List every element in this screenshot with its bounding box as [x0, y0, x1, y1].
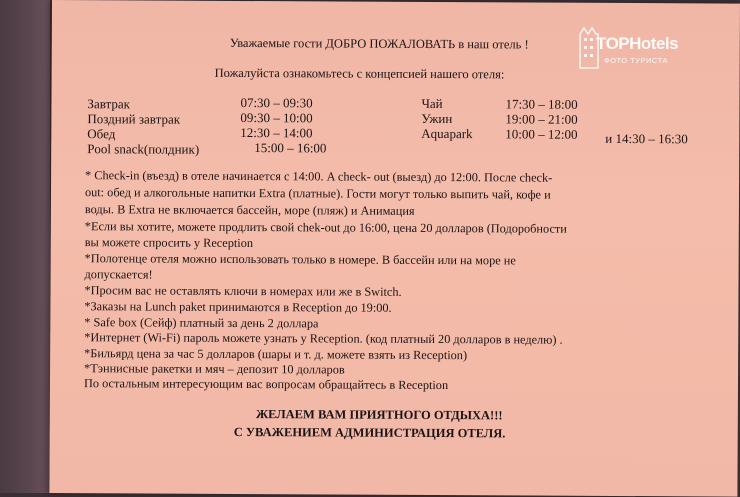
rule-line: *Полотенце отеля можно использовать только в номере. В бассейн или на море не: [84, 251, 516, 268]
schedule-time: 09:30 – 10:00: [240, 109, 313, 126]
schedule-name: Pool snack(полдник): [87, 141, 200, 157]
rule-line: *Если вы хотите, можете продлить свой chek-out до 16:00, цена 20 долларов (Подоробности: [84, 219, 567, 236]
dark-background-strip: [0, 0, 50, 493]
schedule-time: 19:00 – 21:00: [505, 111, 578, 127]
schedule-name: Aquapark: [421, 125, 473, 142]
rule-line: *Просим вас не оставлять ключи в номерах или же в Switch.: [84, 283, 402, 299]
rule-line: вы можете спросить у Reception: [84, 235, 254, 251]
watermark-brand: TOPHotels: [596, 34, 679, 53]
closing-signature: С УВАЖЕНИЕМ АДМИНИСТРАЦИЯ ОТЕЛЯ.: [233, 424, 506, 441]
schedule-name: Ужин: [421, 110, 453, 127]
schedule-name: Поздний завтрак: [87, 111, 181, 127]
rule-line: *Бильярд цена за час 5 долларов (шары и т. д. можете взять из Reception): [84, 346, 468, 363]
schedule-time: 10:00 – 12:00: [505, 126, 578, 142]
rule-line: допускается!: [84, 267, 153, 282]
schedule-name: Обед: [87, 126, 116, 142]
rule-line: *Заказы на Lunch paket принимаются в Reception до 19:00.: [84, 299, 392, 315]
rule-line: По остальным интересующим вас вопросам обращайтесь в Reception: [83, 376, 449, 393]
rule-line: *Тэннисные ракетки и мяч – депозит 10 долларов: [84, 361, 345, 377]
schedule-name: Завтрак: [87, 96, 131, 112]
schedule-name: Чай: [421, 95, 443, 112]
intro-heading: Пожалуйста ознакомьтесь с концепсией нашего отеля:: [214, 65, 505, 82]
rule-line: * Safe box (Сейф) платный за день 2 доллара: [84, 315, 319, 331]
schedule-time: 07:30 – 09:30: [240, 94, 313, 111]
rule-line: out: обед и алкогольные напитки Extra (платные). Гости могут только выпить чай, кофе и: [84, 185, 551, 202]
greeting-heading: Уважаемые гости ДОБРО ПОЖАЛОВАТЬ в наш отель !: [229, 35, 529, 52]
schedule-time: 17:30 – 18:00: [505, 96, 578, 112]
rule-line: воды. В Extra не включается бассейн, море (пляж) и Анимация: [84, 202, 415, 218]
schedule-extra-time: и 14:30 – 16:30: [605, 130, 688, 147]
rule-line: *Интернет (Wi-Fi) пароль можете узнать у Reception. (код платный 20 долларов в неделю) .: [84, 330, 563, 347]
tophotels-watermark: [574, 22, 694, 78]
watermark-tagline: ФОТО ТУРИСТА: [604, 56, 668, 65]
closing-wish: ЖЕЛАЕМ ВАМ ПРИЯТНОГО ОТДЫХА!!!: [255, 407, 503, 423]
schedule-time: 12:30 – 14:00: [240, 124, 313, 141]
rule-line: * Check-in (въезд) в отеле начинается с 14:00. A check- out (выезд) до 12:00. После check-: [85, 168, 553, 185]
schedule-time: 15:00 – 16:00: [254, 140, 327, 156]
